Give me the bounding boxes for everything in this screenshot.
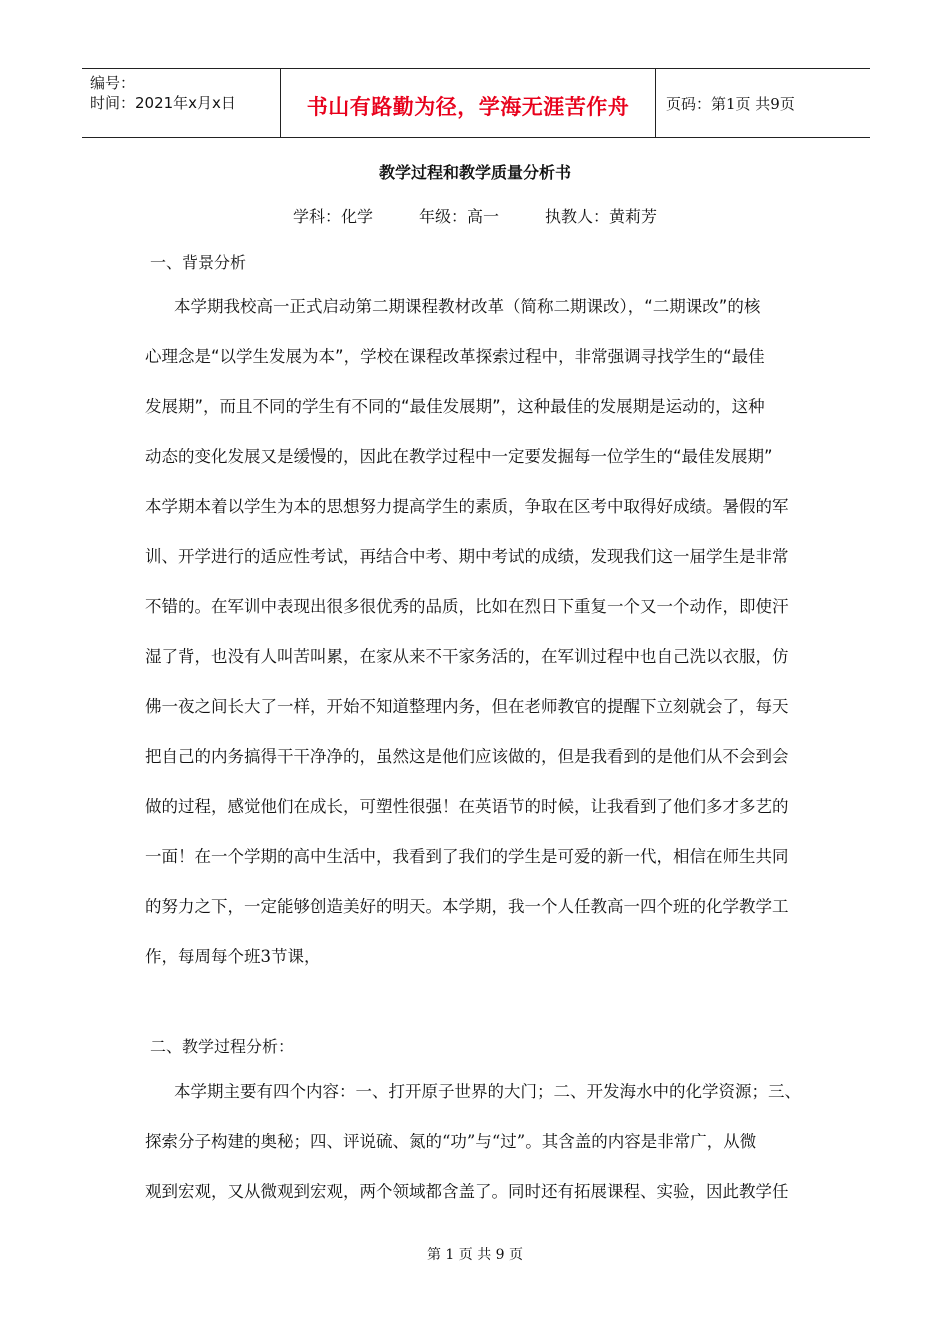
header-meta — [90, 73, 280, 113]
subject-label: 学科：化学 — [292, 207, 373, 226]
paragraph-line: 动态的变化发展又是缓慢的，因此在教学过程中一定要发掘每一位学生的“最佳发展期” — [145, 447, 773, 466]
header-divider — [655, 69, 656, 137]
teacher-label: 执教人：黄莉芳 — [545, 207, 658, 226]
paragraph-line: 不错的。在军训中表现出很多很优秀的品质，比如在烈日下重复一个又一个动作，即使汗 — [145, 597, 789, 616]
paragraph-line: 发展期”，而且不同的学生有不同的“最佳发展期”，这种最佳的发展期是运动的，这种 — [145, 397, 765, 416]
header-divider — [280, 69, 281, 137]
paragraph-line: 湿了背，也没有人叫苦叫累，在家从来不干家务活的，在军训过程中也自己洗以衣服，仿 — [145, 647, 789, 666]
section-heading-process: 二、教学过程分析： — [150, 1037, 295, 1056]
document-meta — [0, 204, 950, 227]
page-footer: 第 1 页 共 9 页 — [426, 1247, 524, 1263]
paragraph-text-serif: 本学期，我一个人任教高一四个班的化学教学工 — [442, 897, 789, 916]
paragraph-line: 观到宏观，又从微观到宏观，两个领域都含盖了。同时还有拓展课程、实验，因此教学任 — [145, 1182, 789, 1201]
document-header — [82, 68, 870, 138]
paragraph-line — [145, 893, 789, 917]
paragraph-line: 本学期主要有四个内容：一、打开原子世界的大门；二、开发海水中的化学资源；三、 — [174, 1082, 801, 1101]
paragraph-line: 探索分子构建的奥秘；四、评说硫、氮的“功”与“过”。其含盖的内容是非常广，从微 — [145, 1132, 757, 1151]
section-heading-background: 一、背景分析 — [150, 253, 247, 272]
paragraph-line: 作，每周每个班3节课， — [145, 947, 321, 966]
paragraph-line: 把自己的内务搞得干干净净的，虽然这是他们应该做的，但是我看到的是他们从不会到会 — [145, 747, 789, 766]
paragraph-line: 佛一夜之间长大了一样，开始不知道整理内务，但在老师教官的提醒下立刻就会了，每天 — [145, 697, 789, 716]
paragraph-line: 训、开学进行的适应性考试，再结合中考、期中考试的成绩，发现我们这一届学生是非常 — [145, 547, 789, 566]
header-motto: 书山有路勤为径，学海无涯苦作舟 — [306, 94, 630, 119]
document-title: 教学过程和教学质量分析书 — [378, 163, 571, 182]
header-page-info: 页码：第1页 共9页 — [666, 95, 795, 113]
time-label: 时间：2021年x月x日 — [90, 94, 236, 112]
grade-label: 年级：高一 — [418, 207, 499, 226]
number-label: 编号： — [90, 74, 136, 92]
paragraph-line: 做的过程，感觉他们在成长，可塑性很强！在英语节的时候，让我看到了他们多才多艺的 — [145, 797, 789, 816]
paragraph-line: 心理念是“以学生发展为本”，学校在课程改革探索过程中，非常强调寻找学生的“最佳 — [145, 347, 765, 366]
paragraph-line: 一面！在一个学期的高中生活中，我看到了我们的学生是可爱的新一代，相信在师生共同 — [145, 847, 789, 866]
paragraph-line: 本学期我校高一正式启动第二期课程教材改革（简称二期课改），“二期课改”的核 — [174, 297, 761, 316]
paragraph-text-sans: 的努力之下，一定能够创造美好的明天。 — [145, 897, 442, 916]
paragraph-line: 本学期本着以学生为本的思想努力提高学生的素质，争取在区考中取得好成绩。暑假的军 — [145, 497, 789, 516]
